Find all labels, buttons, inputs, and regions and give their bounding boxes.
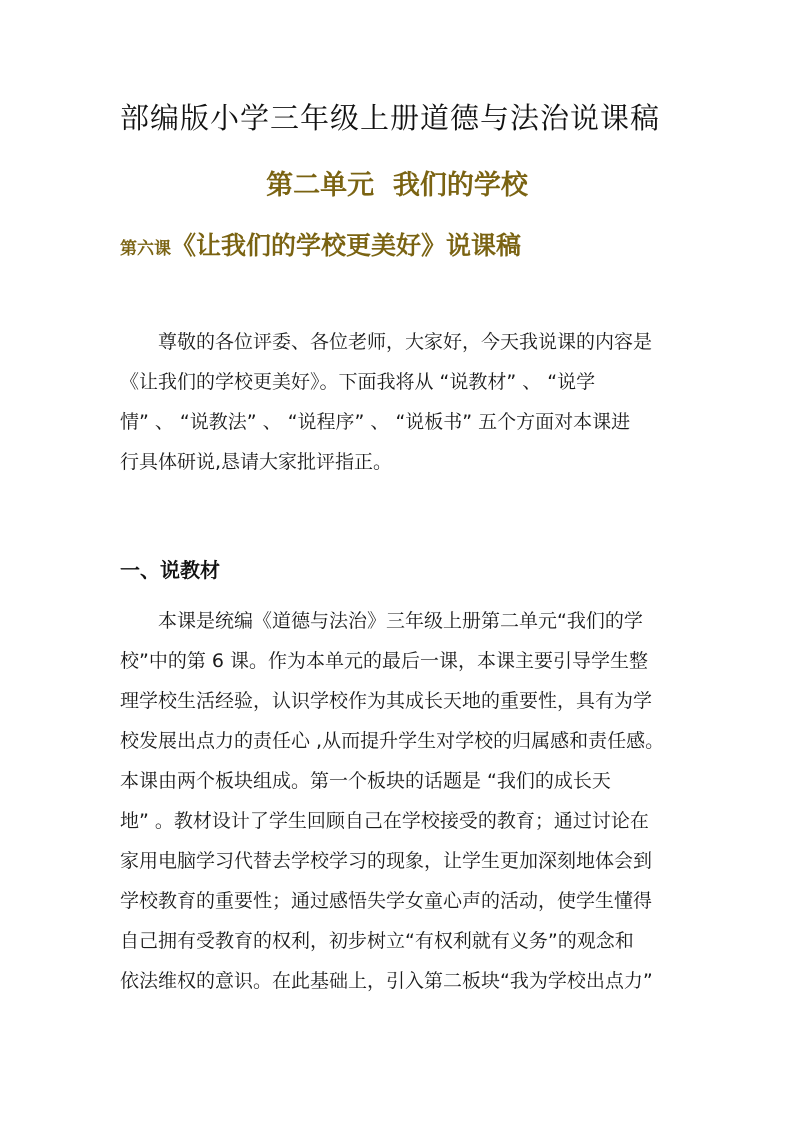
lesson-name: 《让我们的学校更美好》说课稿 [171, 231, 522, 260]
paragraph-line: 《让我们的学校更美好》。下面我将从 “说教材” 、 “说学 [120, 371, 596, 393]
paragraph-line: 地” 。教材设计了学生回顾自己在学校接受的教育；通过讨论在 [120, 810, 649, 832]
intro-paragraph [120, 322, 680, 482]
paragraph-line: 学校教育的重要性；通过感悟失学女童心声的活动，使学生懂得 [120, 890, 653, 912]
paragraph-line: 校”中的第 6 课。作为本单元的最后一课，本课主要引导学生整 [120, 650, 649, 672]
paragraph-line: 理学校生活经验，认识学校作为其成长天地的重要性，具有为学 [120, 690, 653, 712]
paragraph-line: 行具体研说,恳请大家批评指正。 [120, 451, 393, 473]
paragraph-line: 情” 、 “说教法” 、 “说程序” 、 “说板书” 五个方面对本课进 [120, 411, 631, 433]
paragraph-line: 依法维权的意识。在此基础上，引入第二板块“我为学校出点力” [120, 970, 653, 992]
section-heading-textbook: 一、说教材 [120, 558, 220, 582]
paragraph-line: 尊敬的各位评委、各位老师，大家好，今天我说课的内容是 [120, 331, 653, 353]
document-title: 部编版小学三年级上册道德与法治说课稿 [120, 101, 661, 135]
section-textbook-paragraph [120, 601, 680, 1001]
paragraph-line: 家用电脑学习代替去学校学习的现象，让学生更加深刻地体会到 [120, 850, 653, 872]
unit-title: 第二单元 我们的学校 [266, 170, 528, 201]
paragraph-line: 本课是统编《道德与法治》三年级上册第二单元“我们的学 [120, 610, 643, 632]
lesson-title [120, 226, 521, 269]
lesson-number: 第六课 [120, 239, 171, 259]
paragraph-line: 校发展出点力的责任心 ,从而提升学生对学校的归属感和责任感。 [120, 730, 665, 752]
paragraph-line: 自己拥有受教育的权利，初步树立“有权利就有义务”的观念和 [120, 930, 634, 952]
paragraph-line: 本课由两个板块组成。第一个板块的话题是 “我们的成长天 [120, 770, 611, 792]
